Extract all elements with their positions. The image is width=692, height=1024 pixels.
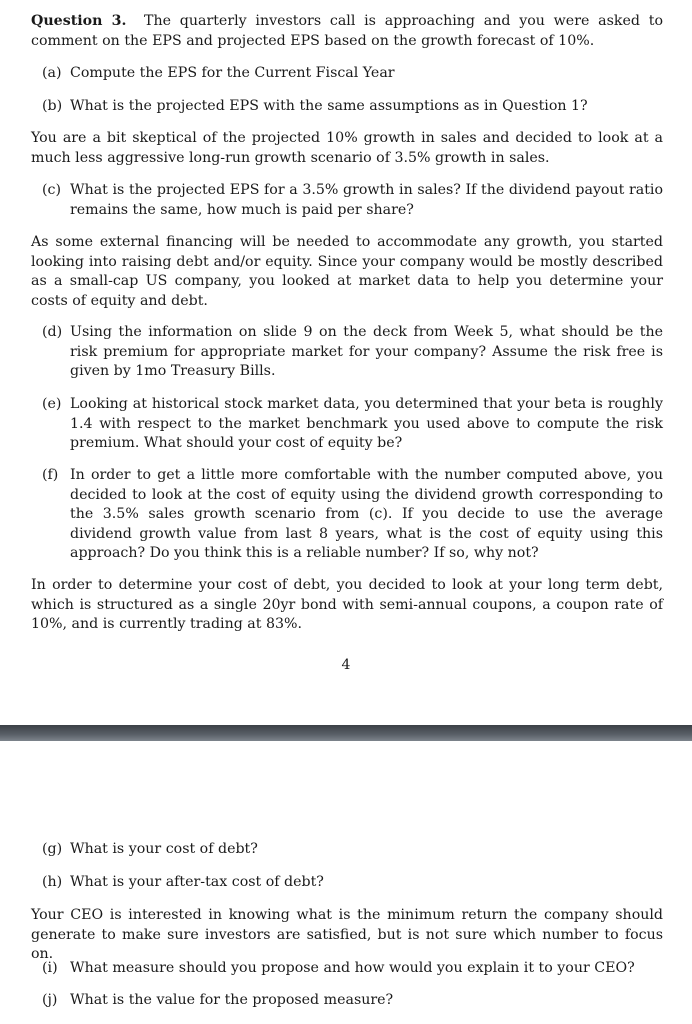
item-e-label: (e) [42,396,62,412]
item-h-text: What is your after-tax cost of debt? [70,874,324,890]
item-d [42,323,663,382]
item-e [42,395,663,454]
paragraph-financing: As some external financing will be needed to accommodate any growth, you started looking into raising debt and/or equity. Since your company would be mostly described as a small-cap US company, you looked at market data to help you determine your costs of equity and debt. [31,234,663,309]
item-j-text: What is the value for the proposed measure? [70,992,394,1008]
paragraph-skeptical: You are a bit skeptical of the projected 10% growth in sales and decided to look at a much less aggressive long-run growth scenario of 3.5% growth in sales. [31,130,663,166]
item-i-text: What measure should you propose and how would you explain it to your CEO? [70,960,635,976]
item-a-label: (a) [42,65,62,81]
item-e-text: Looking at historical stock market data, you determined that your beta is roughly 1.4 with respect to the market benchmark you used above to compute the risk premium. What should your cost of equity be? [70,396,663,452]
item-f-label: (f) [42,467,59,483]
item-j [42,991,663,1011]
item-g-text: What is your cost of debt? [70,841,258,857]
item-d-text: Using the information on slide 9 on the deck from Week 5, what should be the risk premium for appropriate market for your company? Assume the risk free is given by 1mo Treasury Bills. [70,324,663,380]
item-b-label: (b) [42,98,63,114]
paragraph-debt: In order to determine your cost of debt, you decided to look at your long term debt, which is structured as a single 20yr bond with semi-annual coupons, a coupon rate of 10%, and is currently trading at 83%. [31,577,663,633]
item-h [42,873,663,893]
page-number: 4 [341,657,351,673]
item-g-label: (g) [42,841,63,857]
item-i-label: (i) [42,960,58,976]
item-d-label: (d) [42,324,63,340]
item-b [42,97,663,117]
question-intro-text: The quarterly investors call is approaching and you were asked to comment on the EPS and projected EPS based on the growth forecast of 10%. [31,13,663,49]
paragraph-ceo: Your CEO is interested in knowing what is the minimum return the company should generate to make sure investors are satisfied, but is not sure which number to focus on. [31,907,663,963]
item-f-text: In order to get a little more comfortable with the number computed above, you decided to look at the cost of equity using the dividend growth corresponding to the 3.5% sales growth scenario from (c). If you decide to use the average dividend growth value from last 8 years, what is the cost of equity using this approach? Do you think this is a reliable number? If so, why not? [70,467,663,562]
item-f [42,466,663,564]
item-j-label: (j) [42,992,58,1008]
item-c [42,181,663,220]
page-divider [0,725,692,741]
item-c-label: (c) [42,182,62,198]
question-intro [31,12,663,51]
item-b-text: What is the projected EPS with the same assumptions as in Question 1? [70,98,588,114]
item-i [42,959,663,979]
item-a-text: Compute the EPS for the Current Fiscal Year [70,65,395,81]
item-g [42,840,663,860]
item-h-label: (h) [42,874,63,890]
item-c-text: What is the projected EPS for a 3.5% growth in sales? If the dividend payout ratio remains the same, how much is paid per share? [70,182,663,218]
question-label: Question 3. [31,13,127,29]
item-a [42,64,663,84]
